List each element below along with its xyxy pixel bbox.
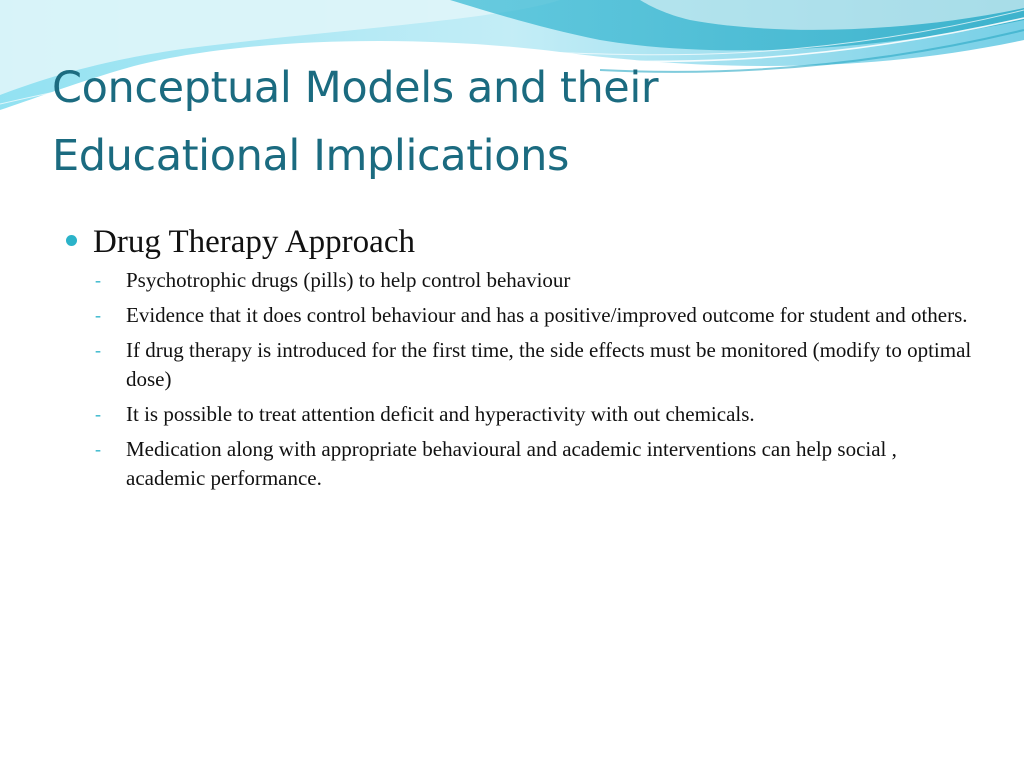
sub-bullet-text: If drug therapy is introduced for the first time, the side effects must be monitored (modify to optimal dose) xyxy=(126,338,972,391)
main-bullet xyxy=(93,220,1024,264)
sub-bullet-list xyxy=(0,266,1024,493)
main-bullet-text: Drug Therapy Approach xyxy=(93,224,415,260)
sub-bullet-item xyxy=(95,336,972,394)
slide-title xyxy=(52,54,952,190)
sub-bullet-text: Medication along with appropriate behavioural and academic interventions can help social , academic performance. xyxy=(126,437,897,490)
sub-bullet-text: Evidence that it does control behaviour and has a positive/improved outcome for student and others. xyxy=(126,303,968,327)
title-line-2: Educational Implications xyxy=(52,131,569,181)
sub-bullet-item xyxy=(95,266,972,295)
bullet-dot-icon xyxy=(66,235,77,246)
sub-bullet-item xyxy=(95,301,972,330)
dash-icon: - xyxy=(95,305,101,325)
sub-bullet-item xyxy=(95,435,972,493)
sub-bullet-text: Psychotrophic drugs (pills) to help control behaviour xyxy=(126,268,571,292)
title-line-1: Conceptual Models and their xyxy=(52,63,659,113)
dash-icon: - xyxy=(95,439,101,459)
slide-body xyxy=(0,220,1024,499)
sub-bullet-text: It is possible to treat attention deficit and hyperactivity with out chemicals. xyxy=(126,402,755,426)
dash-icon: - xyxy=(95,270,101,290)
dash-icon: - xyxy=(95,340,101,360)
sub-bullet-item xyxy=(95,400,972,429)
dash-icon: - xyxy=(95,404,101,424)
